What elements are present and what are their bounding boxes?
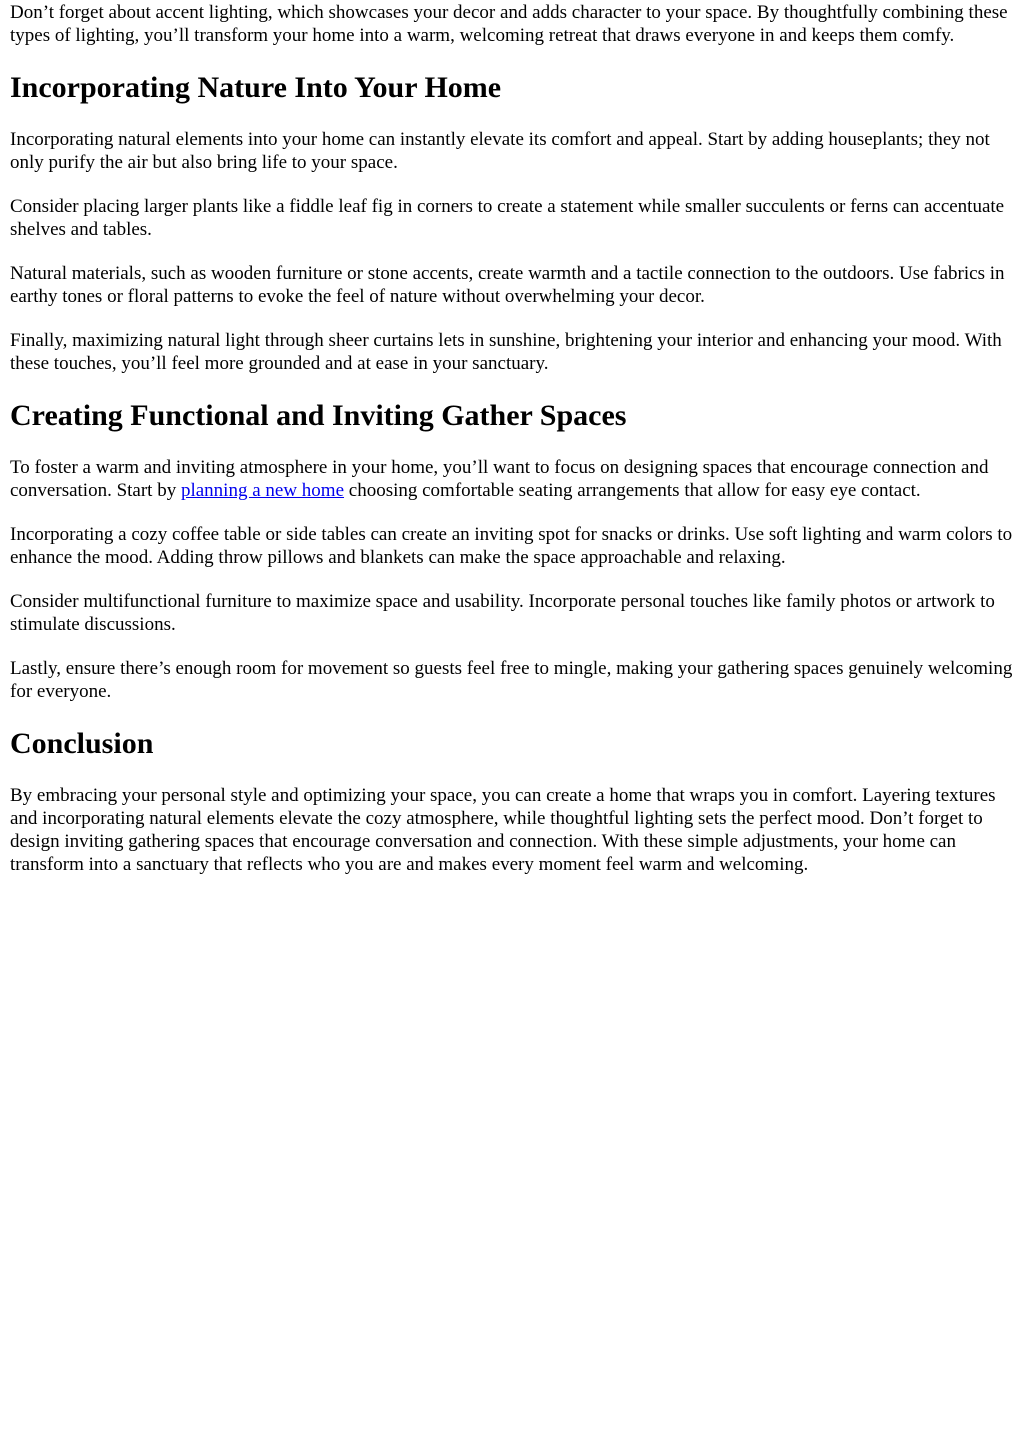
gather-paragraph-1-text-before: To foster a warm and inviting atmosphere in your home, you’ll want to focus on designing spaces that encourage connection and conversation. Start by: [10, 457, 989, 501]
conclusion-paragraph: By embracing your personal style and optimizing your space, you can create a home that wraps you in comfort. Layering textures and incorporating natural elements elevate the cozy atmosphere, while thoughtful lighting sets the perfect mood. Don’t forget to design inviting gathering spaces that encourage conversation and connection. With these simple adjustments, your home can transform into a sanctuary that reflects who you are and makes every moment feel warm and welcoming.: [10, 785, 996, 875]
nature-paragraph-1: Incorporating natural elements into your home can instantly elevate its comfort and appeal. Start by adding houseplants; they not only purify the air but also bring life to your space.: [10, 129, 990, 173]
section-heading-gather: Creating Functional and Inviting Gather Spaces: [10, 399, 627, 432]
section-heading-nature: Incorporating Nature Into Your Home: [10, 71, 502, 104]
nature-paragraph-2: Consider placing larger plants like a fiddle leaf fig in corners to create a statement while smaller succulents or ferns can accentuate shelves and tables.: [10, 196, 1005, 240]
nature-paragraph-3: Natural materials, such as wooden furniture or stone accents, create warmth and a tactile connection to the outdoors. Use fabrics in earthy tones or floral patterns to evoke the feel of nature without overwhelming your decor.: [10, 263, 1005, 307]
intro-paragraph: Don’t forget about accent lighting, which showcases your decor and adds character to your space. By thoughtfully combining these types of lighting, you’ll transform your home into a warm, welcoming retreat that draws everyone in and keeps them comfy.: [10, 2, 1008, 46]
gather-paragraph-4: Lastly, ensure there’s enough room for movement so guests feel free to mingle, making your gathering spaces genuinely welcoming for everyone.: [10, 658, 1013, 702]
gather-paragraph-2: Incorporating a cozy coffee table or side tables can create an inviting spot for snacks or drinks. Use soft lighting and warm colors to enhance the mood. Adding throw pillows and blankets can make the space approachable and relaxing.: [10, 524, 1013, 568]
gather-paragraph-3: Consider multifunctional furniture to maximize space and usability. Incorporate personal touches like family photos or artwork to stimulate discussions.: [10, 591, 995, 635]
nature-paragraph-4: Finally, maximizing natural light through sheer curtains lets in sunshine, brightening your interior and enhancing your mood. With these touches, you’ll feel more grounded and at ease in your sanctuary.: [10, 330, 1002, 374]
gather-paragraph-1: [10, 456, 1014, 502]
gather-paragraph-1-text-after: choosing comfortable seating arrangements that allow for easy eye contact.: [344, 480, 921, 501]
article-body: [0, 1, 1024, 876]
section-heading-conclusion: Conclusion: [10, 727, 154, 760]
planning-new-home-link[interactable]: planning a new home: [180, 480, 345, 501]
